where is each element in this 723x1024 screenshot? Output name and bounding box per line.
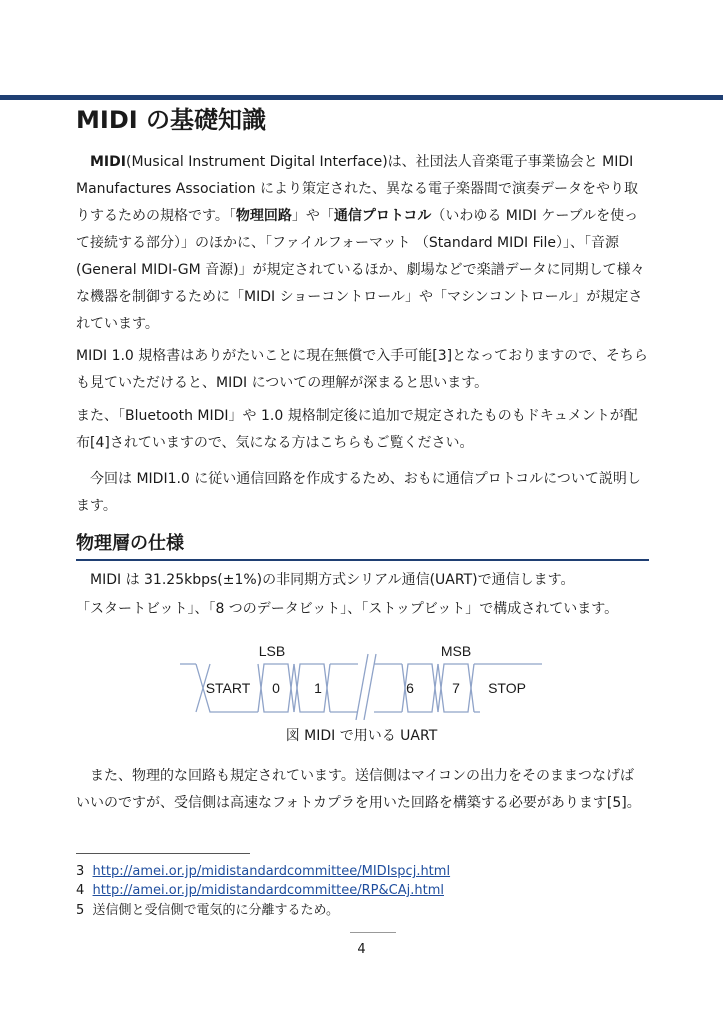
start-bit-label: START: [205, 680, 251, 696]
bit-6-label: 6: [406, 680, 414, 696]
intro-paragraph: [76, 149, 648, 338]
keyword-protocol: 通信プロトコル: [333, 208, 432, 224]
figure-caption: 図 MIDI で用いる UART: [285, 728, 438, 744]
keyword-physical-circuit: 物理回路: [235, 208, 292, 224]
bit-7-label: 7: [452, 680, 460, 696]
footnote-5: [76, 901, 339, 921]
protocol-intro-paragraph: 今回は MIDI1.0 に従い通信回路を作成するため、おもに通信プロトコルについて説明します。: [76, 471, 641, 514]
footnote-number: 5: [76, 903, 85, 918]
header-rule: [0, 95, 723, 100]
intro-text-3: （いわゆる MIDI ケーブルを使って接続する部分）」のほかに、「ファイルフォーマット （Standard MIDI File）」、「音源(General MIDI-GM 音源)」が規定されているほか、劇場などで楽譜データに同期して様々な機器を制御するために「MIDI ショーコントロール」や「マシンコントロール」が規定されています。: [76, 208, 645, 332]
uart-paragraph: MIDI は 31.25kbps(±1%)の非同期方式シリアル通信(UART)で通信します。: [90, 572, 575, 588]
intro-text-2: 」や「: [291, 208, 334, 224]
footnote-number: 4: [76, 883, 85, 898]
uart-frame-diagram: [180, 640, 545, 720]
footnote-3: [76, 862, 450, 882]
footnote-number: 3: [76, 864, 85, 879]
page-number: 4: [357, 942, 366, 957]
footnote-text: 送信側と受信側で電気的に分離するため。: [92, 903, 340, 918]
receiver-paragraph: また、物理的な回路も規定されています。送信側はマイコンの出力をそのままつなげばいいのですが、受信側は高速なフォトカプラを用いた回路を構築する必要があります[5]。: [76, 768, 641, 811]
msb-label: MSB: [440, 643, 472, 659]
spec-paragraph: MIDI 1.0 規格書はありがたいことに現在無償で入手可能[3]となっておりますので、そちらも見ていただけると、MIDI についての理解が深まると思います。: [76, 348, 648, 391]
bit-1-label: 1: [314, 680, 322, 696]
footnote-divider: [76, 853, 250, 854]
footnote-link[interactable]: http://amei.or.jp/midistandardcommittee/MIDIspcj.html: [92, 864, 451, 879]
page-number-rule: [350, 932, 396, 933]
footnote-4: [76, 881, 444, 901]
bluetooth-paragraph: また、「Bluetooth MIDI」や 1.0 規格制定後に追加で規定されたものもドキュメントが配布[4]されていますので、気になる方はこちらもご覧ください。: [76, 408, 638, 451]
stop-bit-label: STOP: [488, 680, 526, 696]
section-heading: 物理層の仕様: [76, 531, 649, 561]
bit-0-label: 0: [272, 680, 280, 696]
lsb-label: LSB: [258, 643, 286, 659]
frame-paragraph: 「スタートビット」、「8 つのデータビット」、「ストップビット」で構成されています。: [76, 601, 619, 617]
page-title: MIDI の基礎知識: [76, 106, 267, 134]
intro-text-1: (Musical Instrument Digital Interface)は、社団法人音楽電子事業協会と MIDI Manufactures Association により策定された、異なる電子楽器間で演奏データをやり取りするための規格です。「: [76, 154, 638, 224]
midi-term: MIDI: [90, 154, 126, 170]
footnote-link[interactable]: http://amei.or.jp/midistandardcommittee/RP&CAj.html: [92, 883, 444, 898]
